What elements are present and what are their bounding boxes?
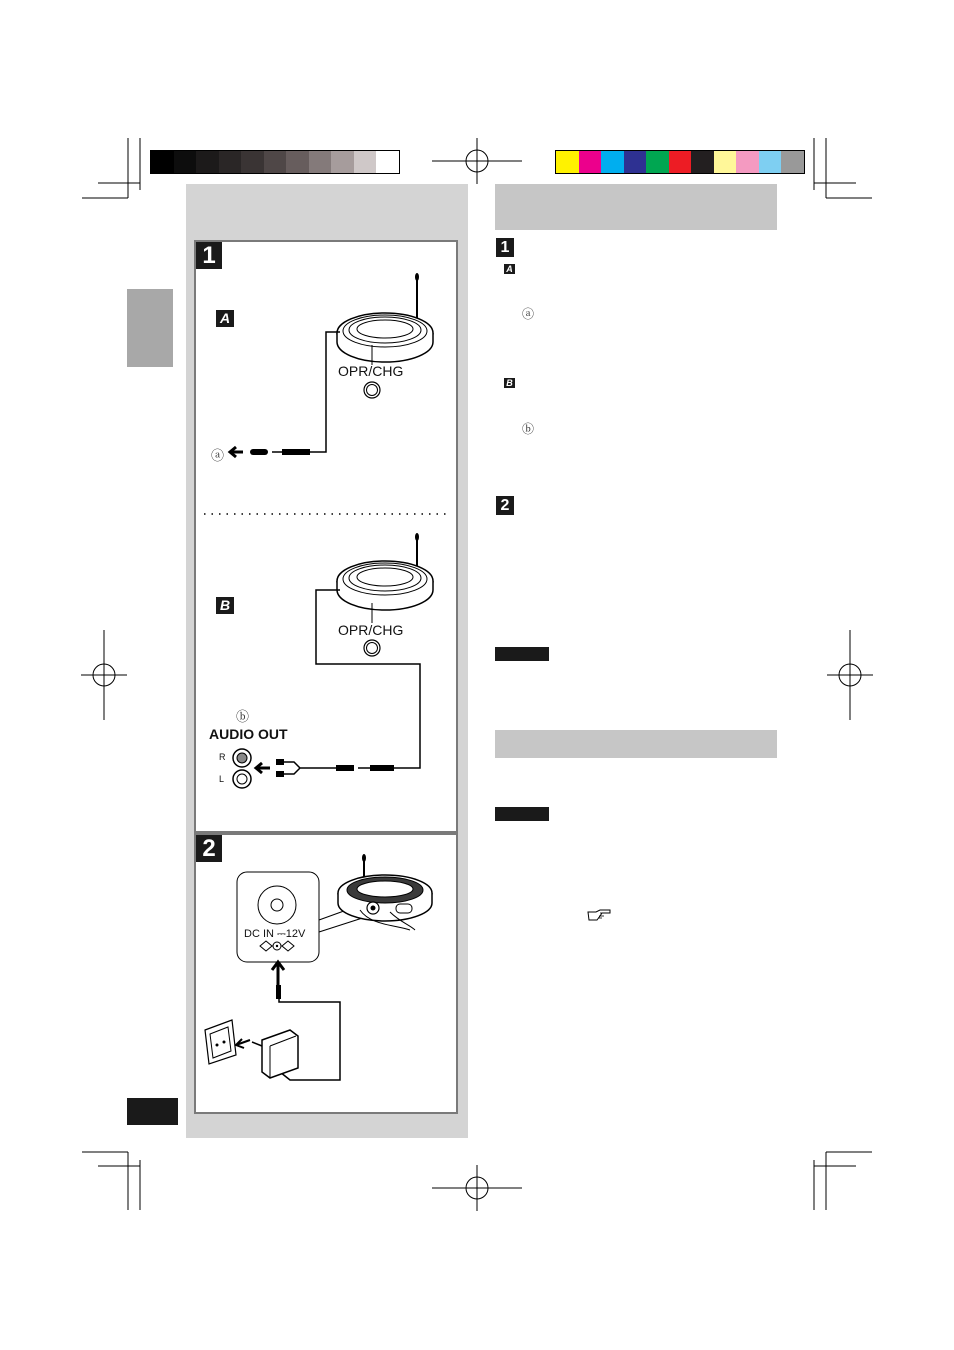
marker-a-label: ⓐ <box>211 449 225 464</box>
right-step2-badge: 2 <box>496 496 514 515</box>
step2-badge: 2 <box>196 835 222 862</box>
audio-out-label: AUDIO OUT <box>209 726 288 742</box>
opr-chg-label-a: OPR/CHG <box>338 363 404 379</box>
marker-b-label: ⓑ <box>236 710 250 725</box>
channel-l-label: L <box>219 774 225 784</box>
right-marker-b: ⓑ <box>522 422 535 436</box>
dc-in-label: DC IN ⎓12V <box>244 928 306 940</box>
step1-badge: 1 <box>196 242 222 269</box>
letter-b-badge: B <box>216 597 234 614</box>
right-step1-badge: 1 <box>496 238 514 257</box>
channel-r-label: R <box>219 752 226 762</box>
opr-chg-label-b: OPR/CHG <box>338 622 404 638</box>
right-letter-a-badge: A <box>504 264 515 274</box>
letter-a-badge: A <box>216 310 234 327</box>
right-marker-a: ⓐ <box>522 307 535 321</box>
right-letter-b-badge: B <box>504 378 515 388</box>
